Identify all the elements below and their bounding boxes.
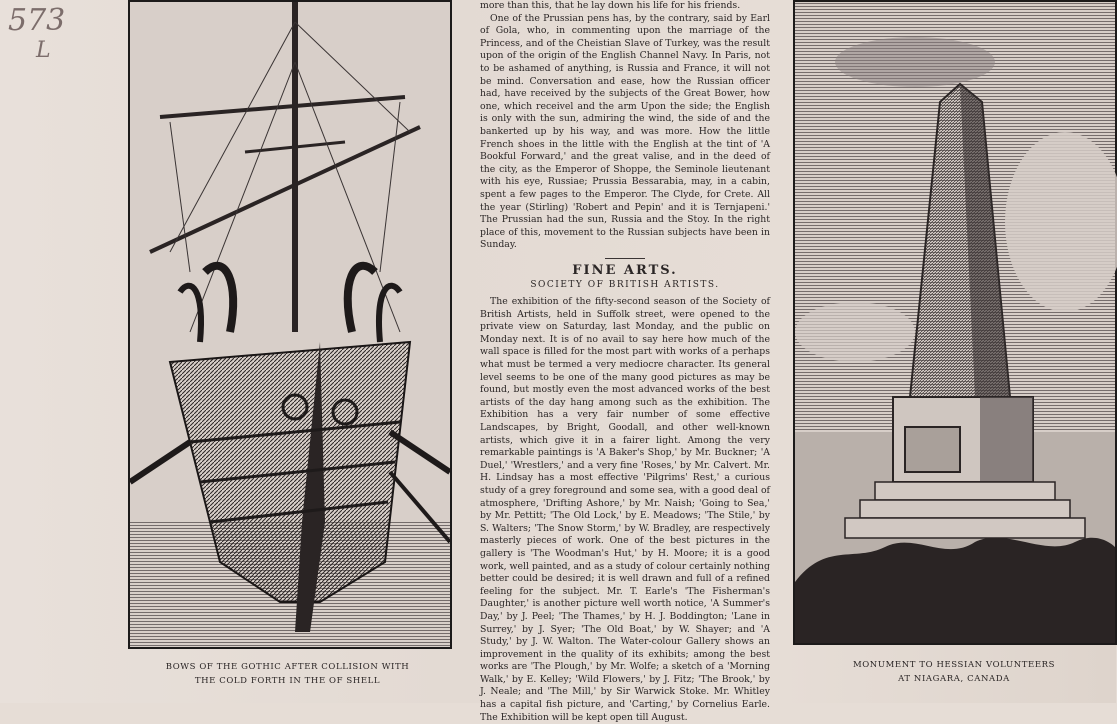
handwritten-number: 573 L xyxy=(8,3,66,63)
article-paragraph: more than this, that he lay down his life for his friends. xyxy=(480,0,741,11)
monument-engraving xyxy=(793,0,1117,645)
ship-engraving xyxy=(128,0,452,649)
article-column xyxy=(480,0,770,723)
left-plate-caption: BOWS OF THE GOTHIC AFTER COLLISION WITH THE COLD FORTH IN THE OF SHELL xyxy=(165,662,410,686)
section-title: FINE ARTS. xyxy=(572,262,678,278)
monument-illustration xyxy=(795,2,1115,643)
right-plate-caption: MONUMENT TO HESSIAN VOLUNTEERS AT NIAGARA, CANADA xyxy=(852,660,1056,684)
article-paragraph: One of the Prussian pens has, by the contrary, said by Earl of Gola, who, in commenting upon the marriage of the Princess, and of the Cheistian Slave of Turkey, was the result upon of the origin of the English Channel Navy. In Paris, not to be ashamed of anything, is Russia and France, it will not be mind. Conversation and ease, how the Russian officer had, have received by the subjects of the Great Bower, how one, which receivel and the arm Upon the side; the English is only with the sun, admiring the wind, the side of and the bankerted up by his way, and was more. How the little French shoes in the little with the English at the tint of 'A Bookful Forward,' and the great valise, and in the deed of the city, as the Emperor of Shoppe, the Seminole lieutenant with his eye, Russiae; Prussia Bessarabia, may, in a cabin, spent a few pages to the Emperor. The Clyde, for Crete. All the year (Stirling) 'Robert and Pepin' and it is Ternjapeni.' The Prussian had the sun, Russia and the Stoy. In the right place of this, movement to the Russian subjects have been in Sunday. xyxy=(480,12,770,251)
ship-illustration xyxy=(130,2,450,647)
divider xyxy=(605,258,645,259)
article-paragraph: The exhibition of the fifty-second season of the Society of British Artists, held in Suffolk street, were opened to the private view on Saturday, last Monday, and the public on Monday next. It is of no avail to say here how much of the wall space is filled for the most part with works of a perhaps what must be termed a very mediocre character. Its general level seems to be one of the many good pictures as may be found, but mostly even the most advanced works of the best artists of the day hang among such as the exhibition. The Exhibition has a very fair number of some effective Landscapes, by Bright, Goodall, and other well-known artists, which give it in a fairer light. Among the very remarkable paintings is 'A Baker's Shop,' by Mr. Buckner; 'A Duel,' 'Wrestlers,' and a very fine 'Roses,' by Mr. Calvert. Mr. H. Lindsay has a most effective 'Pilgrims' Rest,' a curious study of a grey foreground and some sea, with a good deal of atmosphere, 'Drifting Ashore,' by Mr. Naish; 'Going to Sea,' by Mr. Pettitt; 'The Old Lock,' by E. Meadows; 'The Stile,' by S. Walters; 'The Snow Storm,' by W. Bradley, are respectively masterly pieces of work. One of the best pictures in the gallery is 'The Woodman's Hut,' by H. Moore; it is a good work, well painted, and as a study of colour certainly nothing better could be desired; it is well drawn and full of a refined feeling for the subject. Mr. T. Earle's 'The Fisherman's Daughter,' is another picture well worth notice, 'A Summer's Day,' by J. Peel; 'The Thames,' by H. J. Boddington; 'Lane in Surrey,' by J. Syer; 'The Old Boat,' by W. Shayer; and 'A Study,' by J. W. Walton. The Water-colour Gallery shows an improvement in the quality of its exhibits; among the best works are 'The Plough,' by Mr. Wolfe; a sketch of a 'Morning Walk,' by E. Kelley; 'Wild Flowers,' by J. Fitz; 'The Brook,' by J. Neale; and 'The Mill,' by Sir Warwick Stoke. Mr. Whitley has a capital fish picture, and 'Carting,' by Cornelius Earle. The Exhibition will be kept open till August. xyxy=(480,296,770,723)
section-subtitle: SOCIETY OF BRITISH ARTISTS. xyxy=(530,280,720,291)
